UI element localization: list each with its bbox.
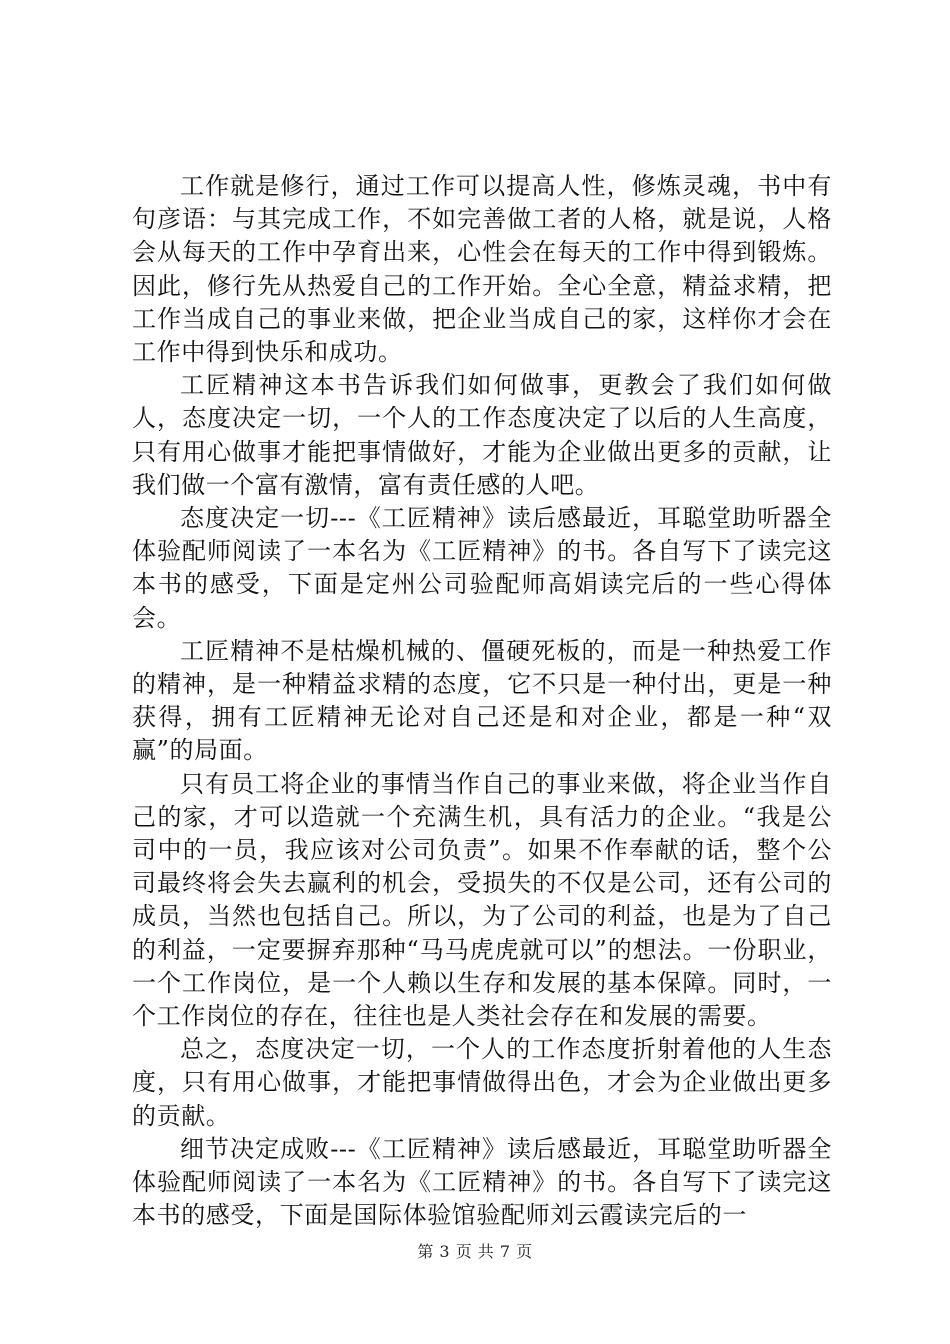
paragraph-5: 只有员工将企业的事情当作自己的事业来做，将企业当作自己的家，才可以造就一个充满生机，具有活力的企业。“我是公司中的一员，我应该对公司负责”。如果不作奉献的话，整个公司最终将会失去赢利的机会，受损失的不仅是公司，还有公司的成员，当然也包括自己。所以，为了公司的利益，也是为了自己的利益，一定要摒弃那种“马马虎虎就可以”的想法。一份职业，一个工作岗位，是一个人赖以生存和发展的基本保障。同时，一个工作岗位的存在，往往也是人类社会存在和发展的需要。	[132, 769, 832, 1031]
paragraph-4: 工匠精神不是枯燥机械的、僵硬死板的，而是一种热爱工作的精神，是一种精益求精的态度，它不只是一种付出，更是一种获得，拥有工匠精神无论对自己还是和对企业，都是一种“双赢”的局面。	[132, 636, 832, 765]
paragraph-6: 总之，态度决定一切，一个人的工作态度折射着他的人生态度，只有用心做事，才能把事情做得出色，才会为企业做出更多的贡献。	[132, 1035, 832, 1130]
page-footer: 第 3 页 共 7 页	[417, 1242, 533, 1261]
paragraph-1: 工作就是修行，通过工作可以提高人性，修炼灵魂，书中有句彦语：与其完成工作，不如完善做工者的人格，就是说，人格会从每天的工作中孕育出来，心性会在每天的工作中得到锻炼。因此，修行先从热爱自己的工作开始。全心全意，精益求精，把工作当成自己的事业来做，把企业当成自己的家，这样你才会在工作中得到快乐和成功。	[132, 172, 832, 367]
document-body	[132, 170, 832, 1233]
paragraph-7: 细节决定成败---《工匠精神》读后感最近，耳聪堂助听器全体验配师阅读了一本名为《工匠精神》的书。各自写下了读完这本书的感受，下面是国际体验馆验配师刘云霞读完后的一	[132, 1134, 832, 1230]
paragraph-2: 工匠精神这本书告诉我们如何做事，更教会了我们如何做人，态度决定一切，一个人的工作态度决定了以后的人生高度，只有用心做事才能把事情做好，才能为企业做出更多的贡献，让我们做一个富有激情，富有责任感的人吧。	[132, 371, 832, 499]
paragraph-3: 态度决定一切---《工匠精神》读后感最近，耳聪堂助听器全体验配师阅读了一本名为《工匠精神》的书。各自写下了读完这本书的感受，下面是定州公司验配师高娟读完后的一些心得体会。	[132, 504, 832, 632]
